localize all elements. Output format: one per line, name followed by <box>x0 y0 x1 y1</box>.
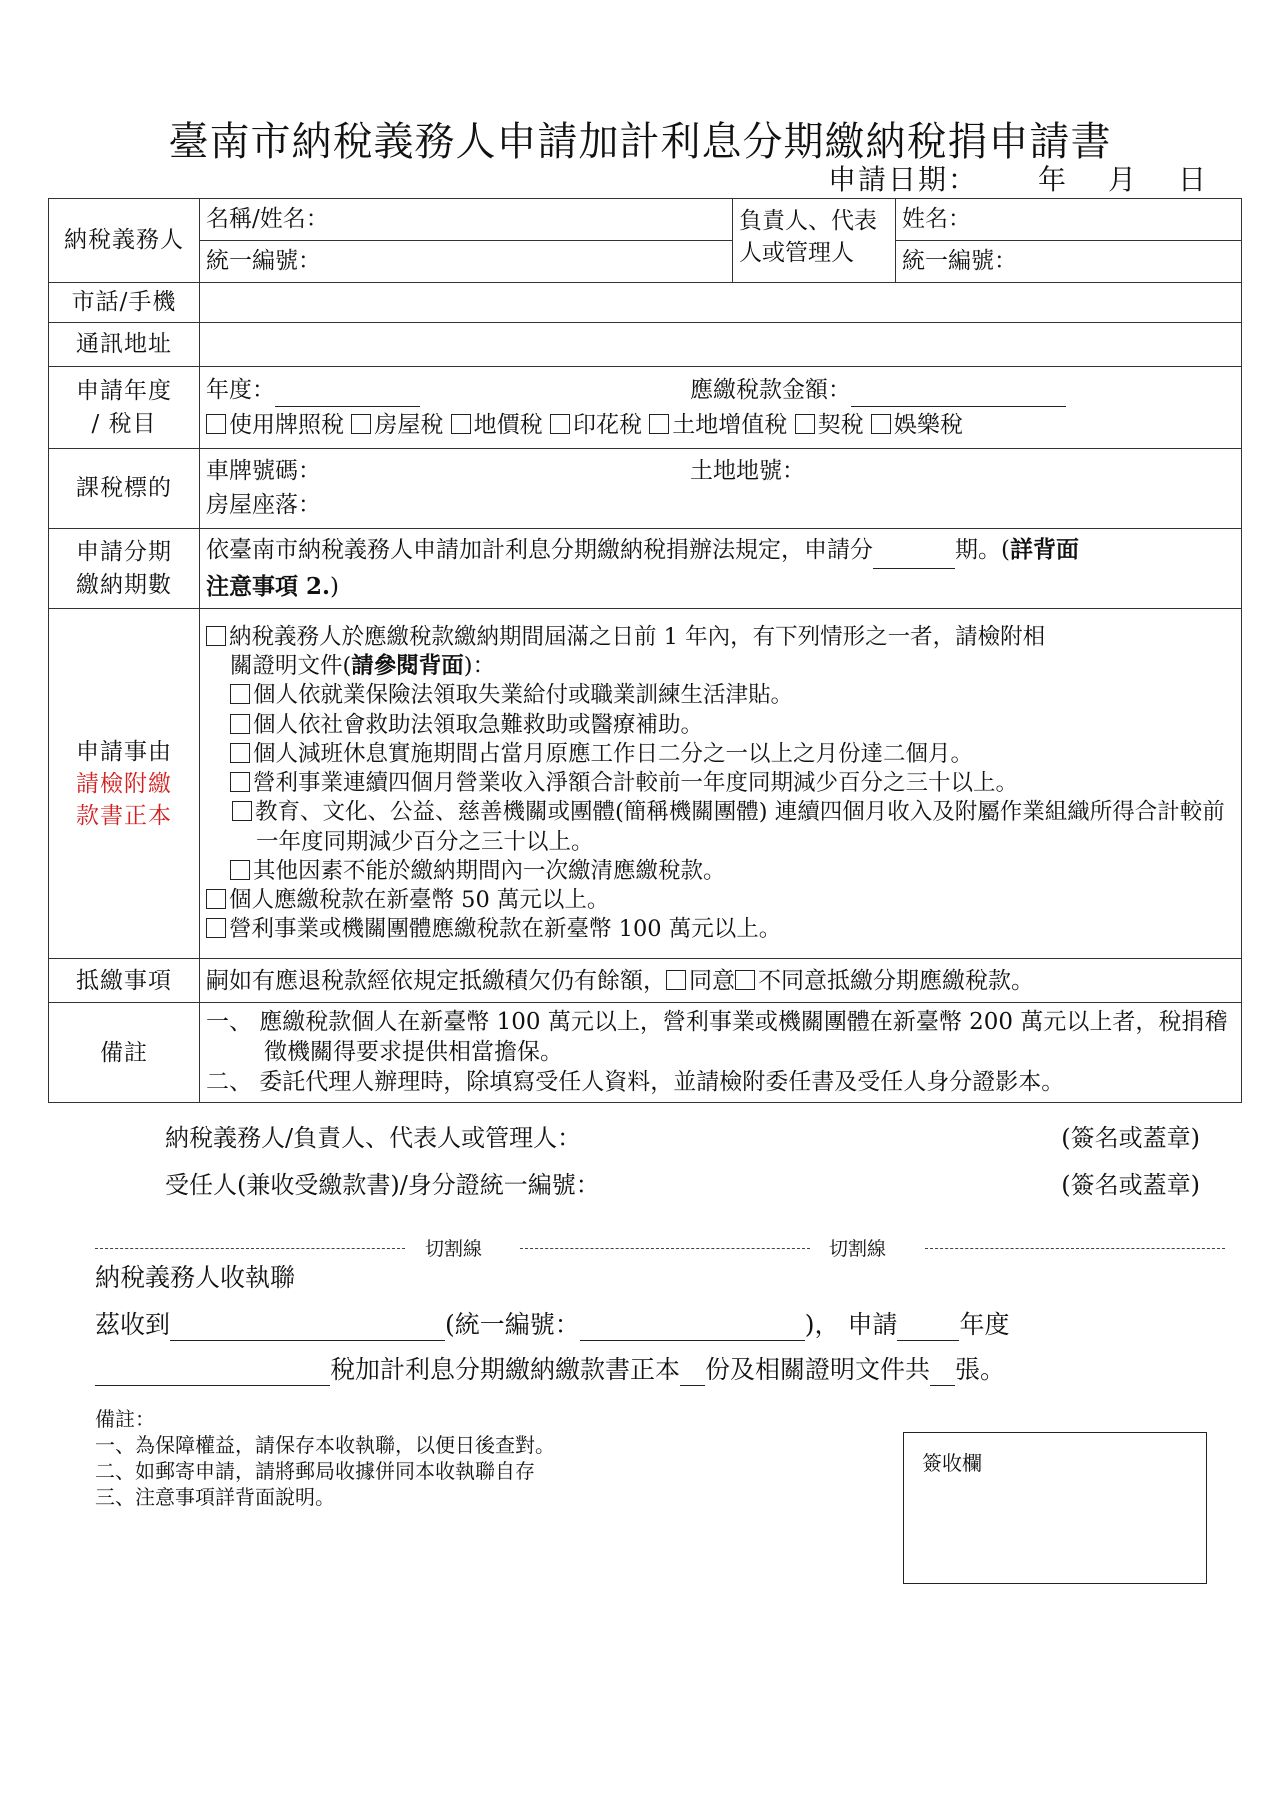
year-tax-label: 申請年度 / 稅目 <box>49 367 200 449</box>
checkbox-icon <box>232 801 252 821</box>
cut-line-label: 切割線 <box>829 1238 887 1260</box>
land-number-field[interactable]: 土地地號： <box>690 458 805 485</box>
checkbox-icon <box>206 414 226 434</box>
target-label: 課稅標的 <box>49 449 200 529</box>
reason-label: 申請事由 請檢附繳 款書正本 <box>49 609 200 959</box>
sign-receipt-box[interactable] <box>903 1432 1207 1584</box>
application-table <box>48 198 1242 1103</box>
reason-sub-6[interactable]: 其他因素不能於繳納期間內一次繳清應繳稅款。 <box>206 857 1235 886</box>
tax-option-land-increment[interactable]: 土地增值稅 <box>649 412 787 438</box>
cut-line-label: 切割線 <box>425 1238 483 1260</box>
checkbox-icon <box>735 970 755 990</box>
phone-label: 市話/手機 <box>49 283 200 323</box>
taxpayer-stamp-label: (簽名或蓋章) <box>1061 1124 1200 1152</box>
checkbox-icon <box>795 414 815 434</box>
checkbox-icon <box>230 772 250 792</box>
target-cell <box>200 449 1242 529</box>
offset-agree[interactable]: 同意 <box>666 968 735 994</box>
receipt-note-item: 二、如郵寄申請，請將郵局收據併同本收執聯自存 <box>95 1459 535 1483</box>
checkbox-icon <box>871 414 891 434</box>
receipt-title: 納稅義務人收執聯 <box>95 1263 296 1292</box>
offset-label: 抵繳事項 <box>49 959 200 1003</box>
reason-option-main-1[interactable]: 納稅義務人於應繳稅款繳納期間屆滿之日前 1 年內，有下列情形之一者，請檢附相 <box>206 623 1235 652</box>
remark-item: 二、 委託代理人辦理時，除填寫受任人資料，並請檢附委任書及受任人身分證影本。 <box>206 1068 1065 1095</box>
reason-sub-4[interactable]: 營利事業連續四個月營業收入淨額合計較前一年度同期減少百分之三十以上。 <box>206 769 1235 798</box>
reason-sub-1[interactable]: 個人依就業保險法領取失業給付或職業訓練生活津貼。 <box>206 681 1235 710</box>
receipt-note-item: 一、為保障權益，請保存本收執聯，以便日後查對。 <box>95 1433 555 1457</box>
installment-cell: 依臺南市納稅義務人申請加計利息分期繳納稅捐辦法規定，申請分 期。(詳背面 注意事項 2.) <box>200 529 1242 609</box>
amount-field[interactable]: 應繳稅款金額： <box>690 373 1066 406</box>
receipt-notes: 備註： 一、為保障權益，請保存本收執聯，以便日後查對。 二、如郵寄申請，請將郵局收據併同本收執聯自存 三、注意事項詳背面說明。 <box>95 1407 555 1509</box>
remark-item: 一、 應繳稅款個人在新臺幣 100 萬元以上，營利事業或機關團體在新臺幣 200 萬元以上者，稅捐稽徵機關得要求提供相當擔保。 <box>206 1008 1228 1065</box>
taxpayer-name-field[interactable]: 名稱/姓名： <box>200 199 733 241</box>
checkbox-icon <box>206 918 226 938</box>
tax-type-options <box>206 409 1235 441</box>
installment-label: 申請分期 繳納期數 <box>49 529 200 609</box>
representative-label: 負責人、代表 人或管理人 <box>733 199 896 283</box>
agent-stamp-label: (簽名或蓋章) <box>1061 1171 1200 1199</box>
checkbox-icon <box>206 889 226 909</box>
plate-field[interactable]: 車牌號碼： <box>206 458 321 485</box>
checkbox-icon <box>351 414 371 434</box>
checkbox-icon <box>230 743 250 763</box>
phone-field[interactable] <box>200 283 1242 323</box>
checkbox-icon <box>666 970 686 990</box>
year-tax-cell <box>200 367 1242 449</box>
reason-sub-2[interactable]: 個人依社會救助法領取急難救助或醫療補助。 <box>206 711 1235 740</box>
tax-option-deed[interactable]: 契稅 <box>795 412 864 438</box>
agent-signature-label: 受任人(兼收受繳款書)/身分證統一編號： <box>165 1171 600 1199</box>
reason-cell: 納稅義務人於應繳稅款繳納期間屆滿之日前 1 年內，有下列情形之一者，請檢附相 關證明文件(請參閱背面)： 個人依就業保險法領取失業給付或職業訓練生活津貼。 個人依社會救助法領取急難救助或醫療補助。 個人減班休息實施期間占當月原應工作日二分之一以上之月份達二個月。 營利事業連續四個月營業收入淨額合計較前一年度同期減少百分之三十以上。 教育、文化、公益、慈善機關或團體(簡稱機關團體) 連續四個月收入及附屬作業組織所得合計較前一年度同期減少百分之三十以上。 其他因素不能於繳納期間內一次繳清應繳稅款。 個人應繳稅款在新臺幣 50 萬元以上。 營利事業或機關團體應繳稅款在新臺幣 100 萬元以上。 <box>200 609 1242 959</box>
receipt-note-item: 三、注意事項詳背面說明。 <box>95 1485 335 1509</box>
installment-count-field[interactable] <box>873 532 955 569</box>
remarks-cell <box>200 1003 1242 1103</box>
tax-option-stamp[interactable]: 印花稅 <box>550 412 642 438</box>
reason-sub-3[interactable]: 個人減班休息實施期間占當月原應工作日二分之一以上之月份達二個月。 <box>206 740 1235 769</box>
checkbox-icon <box>230 714 250 734</box>
reason-option-main-3[interactable]: 營利事業或機關團體應繳稅款在新臺幣 100 萬元以上。 <box>206 915 1235 944</box>
cut-line <box>95 1238 1225 1258</box>
house-location-field[interactable]: 房屋座落： <box>206 492 321 519</box>
offset-disagree[interactable]: 不同意抵繳分期應繳稅款。 <box>735 968 1034 994</box>
offset-cell: 嗣如有應退稅款經依規定抵繳積欠仍有餘額， 同意 不同意抵繳分期應繳稅款。 <box>200 959 1242 1003</box>
checkbox-icon <box>649 414 669 434</box>
receipt-line-1: 茲收到 (統一編號： )， 申請 年度 <box>95 1310 1010 1339</box>
reason-sub-5[interactable]: 教育、文化、公益、慈善機關或團體(簡稱機關團體) 連續四個月收入及附屬作業組織所得合計較前一年度同期減少百分之三十以上。 <box>206 798 1235 857</box>
representative-name-field[interactable]: 姓名： <box>896 199 1242 241</box>
checkbox-icon <box>451 414 471 434</box>
tax-option-land-value[interactable]: 地價稅 <box>451 412 543 438</box>
taxpayer-label: 納稅義務人 <box>49 199 200 283</box>
checkbox-icon <box>230 684 250 704</box>
address-field[interactable] <box>200 323 1242 367</box>
tax-option-house[interactable]: 房屋稅 <box>351 412 443 438</box>
taxpayer-id-field[interactable]: 統一編號： <box>200 241 733 283</box>
tax-option-vehicle[interactable]: 使用牌照稅 <box>206 412 344 438</box>
form-title: 臺南市納稅義務人申請加計利息分期繳納稅捐申請書 <box>168 119 1112 165</box>
receipt-line-2: 稅加計利息分期繳納繳款書正本 份及相關證明文件共 張。 <box>95 1350 1005 1386</box>
remarks-label: 備註 <box>49 1003 200 1103</box>
tax-option-amusement[interactable]: 娛樂稅 <box>871 412 963 438</box>
checkbox-icon <box>230 860 250 880</box>
taxpayer-signature-label: 納稅義務人/負責人、代表人或管理人： <box>165 1124 582 1152</box>
checkbox-icon <box>206 626 226 646</box>
address-label: 通訊地址 <box>49 323 200 367</box>
representative-id-field[interactable]: 統一編號： <box>896 241 1242 283</box>
year-field[interactable]: 年度： <box>206 377 275 404</box>
reason-option-main-2[interactable]: 個人應繳稅款在新臺幣 50 萬元以上。 <box>206 886 1235 915</box>
sign-box-label: 簽收欄 <box>922 1451 982 1475</box>
checkbox-icon <box>550 414 570 434</box>
application-date: 申請日期： 年 月 日 <box>827 163 1208 196</box>
